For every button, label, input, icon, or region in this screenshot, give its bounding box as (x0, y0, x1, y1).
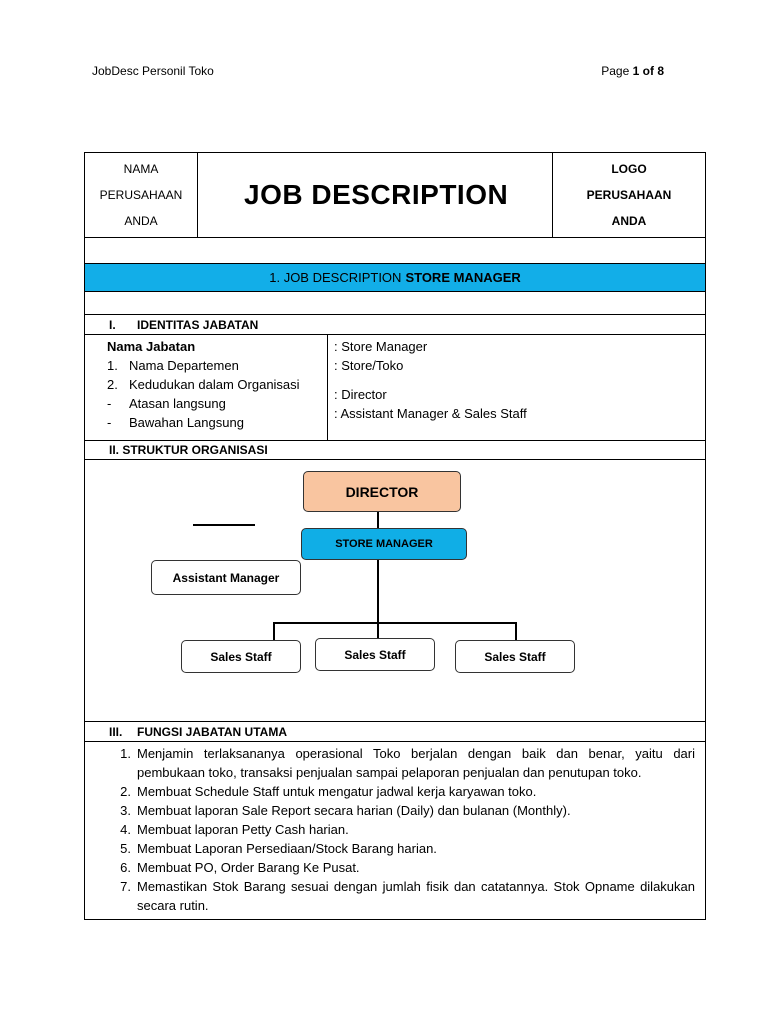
logo-line: PERUSAHAAN (586, 188, 672, 202)
list-item: 3. Membuat laporan Sale Report secara harian (Daily) dan bulanan (Monthly). (120, 803, 571, 818)
page-label: Page (601, 64, 630, 78)
identity-label: Nama Jabatan (107, 339, 196, 354)
org-chart-row (85, 460, 705, 722)
org-chart (85, 460, 705, 722)
job-banner (85, 264, 705, 292)
header-page-number (601, 64, 664, 78)
page-current: 1 (632, 64, 640, 78)
connector-line (273, 622, 517, 624)
section-number: I. (109, 317, 116, 332)
blank-row (85, 238, 705, 264)
company-line: ANDA (124, 214, 158, 228)
section-heading-structure: II. STRUKTUR ORGANISASI (85, 441, 705, 460)
identity-labels (85, 335, 328, 440)
identity-label: 1. Nama Departemen (107, 358, 239, 373)
banner-prefix: 1. JOB DESCRIPTION (269, 270, 402, 285)
identity-value: : Director (334, 387, 387, 402)
connector-line (273, 622, 275, 640)
company-line: NAMA (123, 162, 159, 176)
section-heading-functions (85, 722, 705, 742)
company-name-cell (85, 153, 198, 237)
page-total: 8 (657, 64, 664, 78)
list-item: 2. Membuat Schedule Staff untuk mengatur jadwal kerja karyawan toko. (120, 784, 537, 799)
list-item: 7. Memastikan Stok Barang sesuai dengan jumlah fisik dan catatannya. Stok Opname dilakukan secara rutin. (120, 879, 695, 913)
connector-line (193, 524, 255, 526)
connector-line (515, 622, 517, 640)
section-number: III. (109, 724, 123, 739)
section-title: FUNGSI JABATAN UTAMA (137, 724, 287, 739)
identity-value: : Store Manager (334, 339, 428, 354)
connector-line (377, 560, 379, 639)
function-list (85, 742, 705, 919)
list-item: 5. Membuat Laporan Persediaan/Stock Barang harian. (120, 841, 437, 856)
blank-row (85, 292, 705, 315)
company-logo-cell (553, 153, 705, 237)
org-node-assistant-manager: Assistant Manager (151, 560, 301, 595)
header-doc-name: JobDesc Personil Toko (92, 64, 214, 78)
identity-label: 2. Kedudukan dalam Organisasi (107, 377, 300, 392)
identity-table (85, 335, 705, 441)
org-node-director: DIRECTOR (303, 471, 461, 512)
org-node-store-manager: STORE MANAGER (301, 528, 467, 560)
org-node-sales-staff: Sales Staff (181, 640, 301, 673)
page-of: of (642, 64, 654, 78)
identity-values (328, 335, 705, 440)
identity-value: : Assistant Manager & Sales Staff (334, 406, 527, 421)
title-row (85, 153, 705, 238)
company-line: PERUSAHAAN (99, 188, 183, 202)
job-description-form (84, 152, 706, 920)
document-title: JOB DESCRIPTION (198, 153, 553, 237)
identity-label: - Bawahan Langsung (107, 415, 244, 430)
list-item: 1. Menjamin terlaksananya operasional Toko berjalan dengan baik dan benar, yaitu dari pembukaan toko, transaksi penjualan sampai pelaporan penjualan dan penutupan toko. (120, 746, 695, 780)
logo-line: ANDA (611, 214, 647, 228)
connector-line (377, 512, 379, 528)
section-title: IDENTITAS JABATAN (137, 317, 259, 332)
identity-value: : Store/Toko (334, 358, 404, 373)
logo-line: LOGO (611, 162, 647, 176)
identity-label: - Atasan langsung (107, 396, 226, 411)
list-item: 6. Membuat PO, Order Barang Ke Pusat. (120, 860, 360, 875)
org-node-sales-staff: Sales Staff (455, 640, 575, 673)
list-item: 4. Membuat laporan Petty Cash harian. (120, 822, 349, 837)
banner-position: STORE MANAGER (405, 270, 521, 285)
section-heading-identity (85, 315, 705, 335)
org-node-sales-staff: Sales Staff (315, 638, 435, 671)
